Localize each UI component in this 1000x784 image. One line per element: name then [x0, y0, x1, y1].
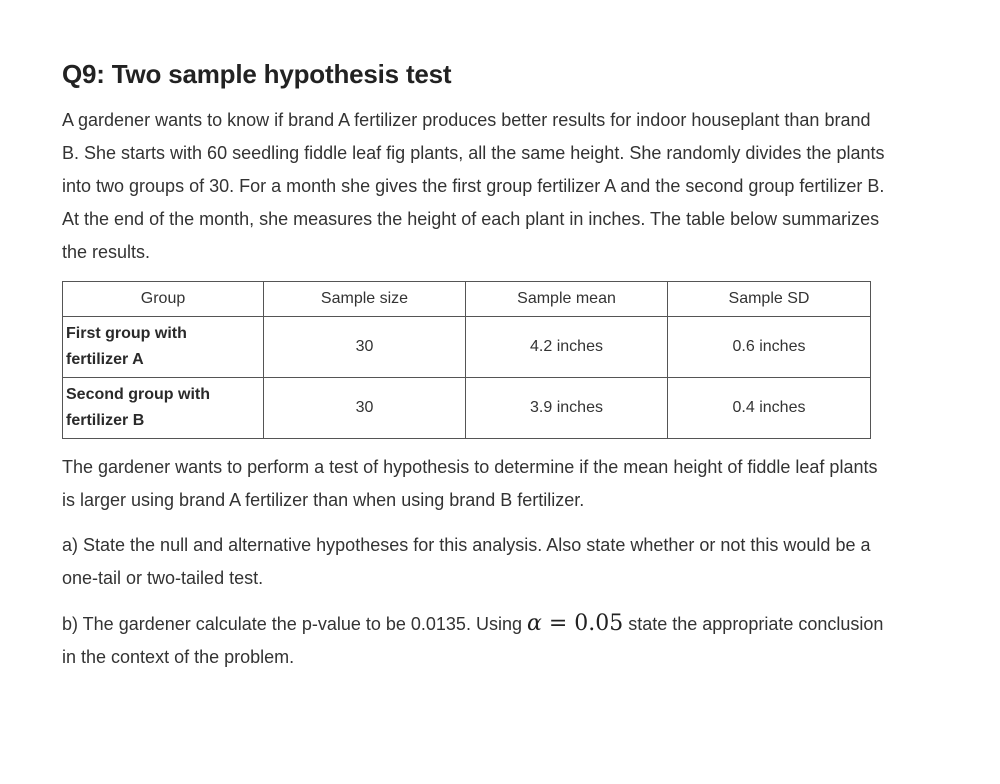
table-row	[63, 378, 871, 439]
question-container	[62, 52, 892, 674]
header-sample-mean: Sample mean	[466, 282, 668, 317]
sample-mean-cell: 3.9 inches	[466, 378, 668, 439]
group-name-line2: fertilizer B	[66, 412, 145, 429]
intro-paragraph: A gardener wants to know if brand A fertilizer produces better results for indoor houseplant than brand B. She starts with 60 seedling fiddle leaf fig plants, all the same height. She randomly divides the plants into two groups of 30. For a month she gives the first group fertilizer A and the second group fertilizer B. At the end of the month, she measures the height of each plant in inches. The table below summarizes the results.	[62, 110, 885, 262]
sample-sd-cell: 0.6 inches	[668, 317, 871, 378]
sample-sd-cell: 0.4 inches	[668, 378, 871, 439]
alpha-value: 0.05	[574, 611, 624, 636]
sample-mean-cell: 4.2 inches	[466, 317, 668, 378]
group-name-line2: fertilizer A	[66, 351, 144, 368]
group-name-line1: Second group with	[66, 386, 210, 403]
part-b-text-before: b) The gardener calculate the p-value to be 0.0135. Using	[62, 614, 527, 634]
equals-sign: =	[541, 611, 575, 636]
header-sample-size: Sample size	[264, 282, 466, 317]
header-group: Group	[63, 282, 264, 317]
group-cell	[63, 317, 264, 378]
sample-size-cell: 30	[264, 378, 466, 439]
purpose-paragraph: The gardener wants to perform a test of hypothesis to determine if the mean height of fiddle leaf plants is larger using brand A fertilizer than when using brand B fertilizer.	[62, 457, 878, 510]
group-cell	[63, 378, 264, 439]
part-b-prompt	[62, 607, 892, 674]
table-row	[63, 317, 871, 378]
group-name-line1: First group with	[66, 325, 187, 342]
alpha-symbol: α	[526, 611, 542, 636]
part-a-prompt: a) State the null and alternative hypotheses for this analysis. Also state whether or not this would be a one-tail or two-tailed test.	[62, 535, 871, 588]
part-b-text-after: state the appropriate conclusion in the context of the problem.	[62, 614, 884, 667]
results-table	[62, 281, 871, 439]
alpha-expression	[527, 611, 623, 636]
header-sample-sd: Sample SD	[668, 282, 871, 317]
table-header-row	[63, 282, 871, 317]
sample-size-cell: 30	[264, 317, 466, 378]
question-title: Q9: Two sample hypothesis test	[62, 59, 452, 89]
